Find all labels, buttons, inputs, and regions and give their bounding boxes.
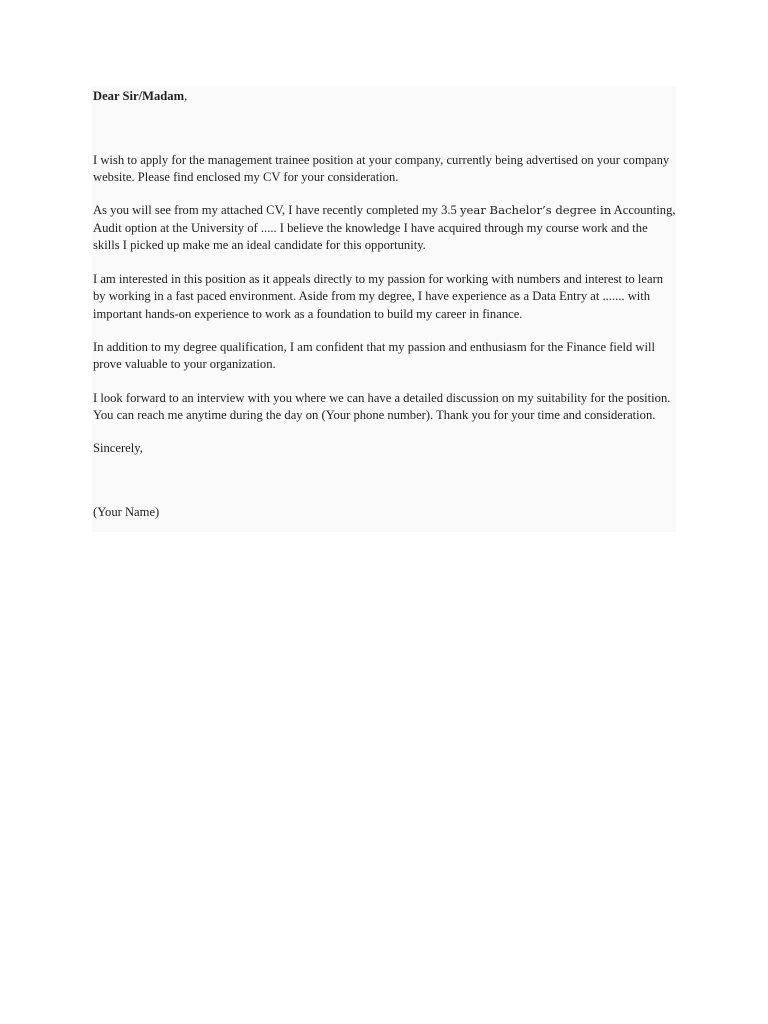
closing: Sincerely, (93, 441, 143, 456)
paragraph-confidence: In addition to my degree qualification, I am confident that my passion and enthusiasm for the Finance field will prove valuable to your organization. (93, 339, 656, 372)
paragraph-qualifications-degree: year Bachelor’s degree in (460, 203, 612, 218)
salutation (93, 88, 677, 106)
paragraph-qualifications (93, 202, 677, 255)
cover-letter (93, 88, 677, 521)
salutation-text: Dear Sir/Madam (93, 89, 185, 103)
salutation-punctuation: , (184, 89, 188, 103)
signature-name: (Your Name) (93, 504, 160, 519)
paragraph-application: I wish to apply for the management trainee position at your company, currently being advertised on your company website. Please find enclosed my CV for your consideration. (93, 152, 670, 185)
paragraph-interest: I am interested in this position as it appeals directly to my passion for working with numbers and interest to learn by working in a fast paced environment. Aside from my degree, I have experience as a Data Entry at ....... with important hands-on experience to work as a foundation to build my career in finance. (93, 271, 664, 321)
paragraph-qualifications-end: Accounting, Audit option at the University of ..... I believe the knowledge I have acquired through my course work and the skills I picked up make me an ideal candidate for this opportunity. (93, 203, 676, 253)
paragraph-interview: I look forward to an interview with you where we can have a detailed discussion on my suitability for the position. You can reach me anytime during the day on (Your phone number). Thank you for your time and consideration. (93, 390, 671, 423)
paragraph-qualifications-start: As you will see from my attached CV, I have recently completed my 3.5 (93, 203, 460, 218)
